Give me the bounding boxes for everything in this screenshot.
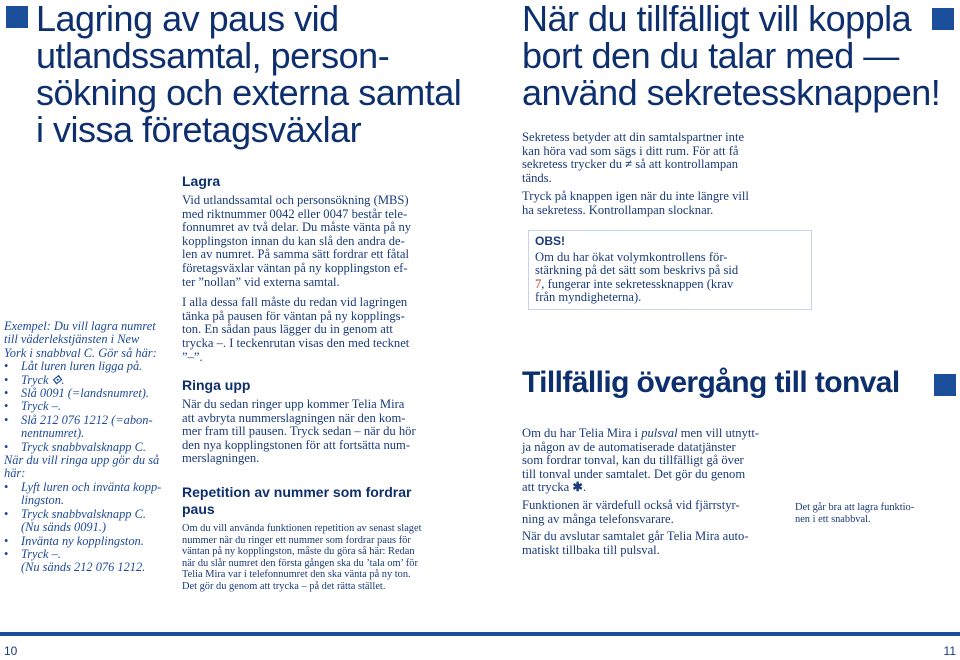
list-item	[4, 387, 174, 400]
repetition-section	[182, 484, 462, 593]
repetition-paragraph	[182, 523, 462, 593]
list-item	[4, 441, 174, 454]
step-text: Låt luren luren ligga på.	[21, 359, 143, 374]
lagra-paragraph-2	[182, 296, 460, 364]
hook-icon: ⟐	[51, 372, 62, 387]
text-line: merslagningen.	[182, 451, 260, 466]
bullet: •	[4, 533, 9, 548]
text-part: att trycka	[522, 480, 570, 495]
title-square-marker	[932, 8, 954, 30]
bullet: •	[4, 372, 9, 387]
text-line: I alla dessa fall måste du redan vid lagringen	[182, 295, 408, 310]
text-line: tänds.	[522, 170, 552, 185]
text-line: när du slår numret den första gången ska du ’tala om’ för	[182, 557, 418, 569]
bullet: •	[4, 546, 9, 561]
text-line: Det gör du genom att trycka – på det rätta stället.	[182, 580, 386, 592]
text-line: trycka –. I teckenrutan visas den med tecknet	[182, 335, 410, 350]
text-line	[522, 427, 792, 441]
text-part-italic: pulsval	[641, 426, 678, 440]
example-intro-line: Exempel: Du vill lagra numret	[4, 319, 156, 333]
step-text: Slå 0091 (=landsnumret).	[21, 386, 150, 401]
title-square-marker	[6, 6, 28, 28]
text-part: så att kontrollampan	[635, 157, 739, 172]
page-reference-link[interactable]: 7	[535, 276, 542, 291]
page-number-right: 11	[943, 644, 956, 658]
text-line	[522, 158, 792, 172]
list-item	[4, 481, 174, 508]
step-text: Invänta ny kopplingston.	[21, 533, 144, 548]
text-line	[535, 278, 805, 292]
title-line: Lagring av paus vid	[36, 0, 339, 39]
title-line: bort den du talar med —	[522, 35, 899, 76]
text-line: Sekretess betyder att din samtalspartner inte	[522, 130, 745, 144]
bullet: •	[4, 479, 9, 494]
text-line: den nya kopplingstonen för att fortsätta num-	[182, 437, 411, 452]
text-part: Om du har Telia Mira i	[522, 426, 642, 440]
heading-line: paus	[182, 501, 215, 517]
text-line: nen i ett snabbval.	[795, 513, 871, 525]
bullet: •	[4, 359, 9, 374]
text-line: len av numret. På samma sätt fordrar ett fåtal	[182, 247, 409, 262]
text-line: mer fram till pausen. Tryck sedan – när du hör	[182, 424, 416, 439]
call-intro-line: här:	[4, 466, 26, 481]
text-line: från myndigheterna).	[535, 290, 642, 305]
step-text: Tryck –.	[21, 546, 61, 561]
title-line: sökning och externa samtal	[36, 72, 462, 113]
text-line: kan höra vad som sägs i ditt rum. För att få	[522, 143, 739, 158]
example-intro-line: York i snabbval C. Gör så här:	[4, 345, 157, 360]
step-text: .	[61, 372, 65, 387]
step-text: Tryck snabbvalsknapp C.	[21, 439, 146, 454]
bullet: •	[4, 399, 9, 414]
bullet: •	[4, 439, 9, 454]
lagra-section	[182, 173, 460, 364]
tonval-paragraph-3	[522, 530, 792, 557]
tonval-title: Tillfällig övergång till tonval	[522, 366, 900, 399]
page-footer	[0, 632, 960, 660]
text-line: att avbryta nummerslagningen när den kom-	[182, 410, 406, 425]
text-line: ”–”.	[182, 349, 203, 364]
step-text: (Nu sänds 0091.)	[21, 520, 107, 535]
text-line: kopplingston innan du kan slå den andra de-	[182, 233, 405, 248]
sidebar-example	[4, 320, 174, 575]
footer-rule	[0, 632, 960, 636]
text-line: ha sekretess. Kontrollampan slocknar.	[522, 202, 714, 217]
obs-label: OBS!	[535, 234, 565, 248]
bullet: •	[4, 386, 9, 401]
text-line: nummer när du ringer ett nummer som fordrar paus för	[182, 534, 411, 546]
text-line: som fordrar tonval, kan du tillfälligt gå över	[522, 453, 744, 468]
text-part: , fungerar inte sekretessknappen (krav	[541, 276, 734, 291]
text-line: matiskt tillbaka till pulsval.	[522, 542, 660, 557]
section-heading: Lagra	[182, 173, 221, 189]
text-line: fonnumret av två delar. Du måste vänta på ny	[182, 220, 412, 235]
text-part: sekretess trycker du	[522, 157, 623, 172]
list-item	[4, 400, 174, 413]
text-line: Funktionen är värdefull också vid fjärrstyr-	[522, 498, 740, 512]
right-page-title	[522, 0, 940, 111]
step-text: (Nu sänds 212 076 1212.	[21, 560, 146, 575]
left-page-title	[36, 0, 461, 148]
sekretess-paragraph-1	[522, 131, 792, 185]
text-line: ning av många telefonsvarare.	[522, 511, 674, 526]
section-heading	[182, 484, 462, 518]
text-part: .	[582, 480, 587, 495]
section-heading: Ringa upp	[182, 377, 251, 393]
title-line: När du tillfälligt vill koppla	[522, 0, 912, 39]
list-item	[4, 508, 174, 535]
text-line: tänka på pausen för väntan på ny kopplings-	[182, 308, 405, 323]
title-square-marker	[934, 374, 956, 396]
ringa-upp-section	[182, 377, 460, 466]
text-part: men vill utnytt-	[677, 426, 760, 440]
mute-icon: ≠	[625, 157, 633, 172]
text-line: väntan på ny kopplingston, måste du göra så här: Redan	[182, 546, 415, 558]
text-line: företagsväxlar väntan på ny kopplingston ef-	[182, 260, 408, 275]
text-line: Om du vill använda funktionen repetition av senast slaget	[182, 523, 422, 534]
list-item	[4, 360, 174, 373]
list-item	[4, 414, 174, 441]
text-line: När du sedan ringer upp kommer Telia Mira	[182, 397, 405, 411]
step-text: Tryck	[21, 372, 52, 387]
tonval-side-note	[795, 502, 955, 525]
list-item	[4, 548, 174, 575]
example-intro-line: till väderlekstjänsten i New	[4, 332, 140, 347]
tone-icon: ✱	[572, 480, 583, 495]
text-line: Telia Mira var i telefonnumret den ska vänta på ny ton.	[182, 569, 411, 581]
text-line: med riktnummer 0042 eller 0047 består tele-	[182, 206, 408, 221]
heading-line: Repetition av nummer som fordrar	[182, 484, 412, 500]
tonval-paragraph-1	[522, 427, 792, 495]
list-item	[4, 374, 174, 387]
call-intro-line: När du vill ringa upp gör du så	[4, 453, 160, 468]
text-line: Det går bra att lagra funktio-	[795, 502, 915, 513]
step-text: Slå 212 076 1212 (=abon-	[21, 412, 153, 427]
text-line: ja någon av de automatiserade datatjänster	[522, 439, 736, 454]
text-line: Om du har ökat volymkontrollens för-	[535, 249, 728, 264]
title-line: i vissa företagsväxlar	[36, 109, 362, 150]
bullet: •	[4, 412, 9, 427]
step-text: Tryck –.	[21, 399, 61, 414]
text-line	[522, 481, 792, 495]
list-item	[4, 535, 174, 548]
obs-box	[528, 230, 812, 310]
title-line: använd sekretessknappen!	[522, 72, 941, 113]
lagra-paragraph-1	[182, 194, 460, 289]
step-text: Lyft luren och invänta kopp-	[21, 479, 162, 494]
text-line: till tonval under samtalet. Det gör du genom	[522, 466, 746, 481]
sekretess-paragraph-2	[522, 190, 792, 217]
bullet: •	[4, 506, 9, 521]
step-text: lingston.	[21, 493, 65, 508]
text-line: Tryck på knappen igen när du inte längre vill	[522, 189, 749, 203]
text-line: stärkning på det sätt som beskrivs på sid	[535, 263, 739, 278]
text-line: När du avslutar samtalet går Telia Mira auto-	[522, 529, 749, 543]
text-line: ter ”nollan” vid externa samtal.	[182, 274, 340, 289]
ringa-paragraph	[182, 398, 460, 466]
step-text: nentnumret).	[21, 426, 85, 441]
text-line: Vid utlandssamtal och personsökning (MBS)	[182, 193, 409, 207]
page-number-left: 10	[4, 644, 18, 658]
title-line: utlandssamtal, person-	[36, 35, 390, 76]
tonval-paragraph-2	[522, 499, 792, 526]
text-line: ton. En sådan paus lägger du in genom att	[182, 322, 393, 337]
step-text: Tryck snabbvalsknapp C.	[21, 506, 146, 521]
